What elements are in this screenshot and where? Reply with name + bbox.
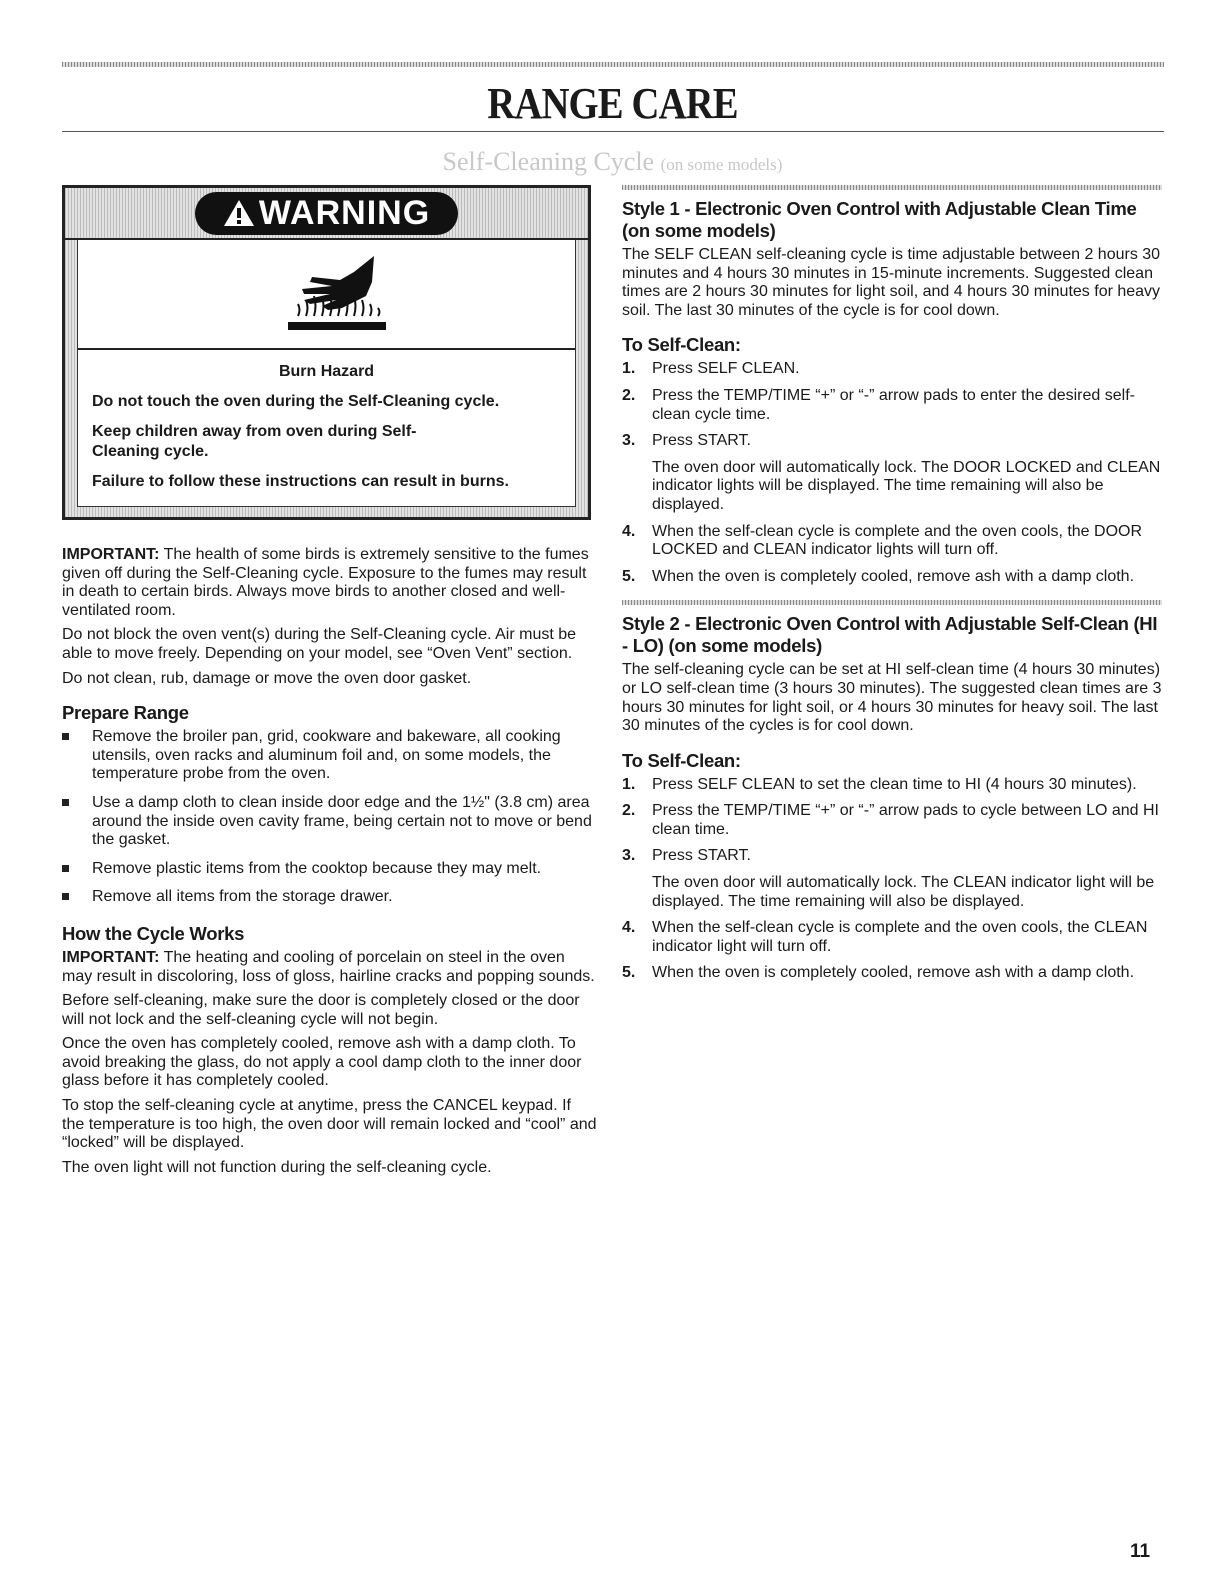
bullet-icon xyxy=(62,799,69,806)
gasket-paragraph: Do not clean, rub, damage or move the oven door gasket. xyxy=(62,669,472,687)
step-number: 5. xyxy=(622,964,636,982)
style1-rule xyxy=(622,185,1162,190)
step-number: 4. xyxy=(622,919,636,937)
style1-steps xyxy=(622,360,1162,586)
step-item xyxy=(622,776,1162,795)
step-number: 2. xyxy=(622,802,636,820)
step-text: When the self-clean cycle is complete and the oven cools, the DOOR LOCKED and CLEAN indicator lights will turn off. xyxy=(652,522,1143,559)
style2-subheading: To Self-Clean: xyxy=(622,749,741,771)
style2-heading: Style 2 - Electronic Oven Control with Adjustable Self-Clean (HI - LO) (on some models) xyxy=(622,613,1158,657)
step-item xyxy=(622,919,1162,956)
list-item xyxy=(62,860,597,879)
step-item xyxy=(622,568,1162,587)
step-item xyxy=(622,964,1162,983)
step-text: Press the TEMP/TIME “+” or “-” arrow pads to enter the desired self-clean cycle time. xyxy=(652,386,1135,423)
vent-paragraph: Do not block the oven vent(s) during the Self-Cleaning cycle. Air must be able to move freely. Depending on your model, see “Oven Vent” section. xyxy=(62,626,577,662)
step-text: When the oven is completely cooled, remove ash with a damp cloth. xyxy=(652,964,1135,982)
cancel-paragraph: To stop the self-cleaning cycle at anytime, press the CANCEL keypad. If the temperature is too high, the oven door will remain locked and “cool” and “locked” will be displayed. xyxy=(62,1097,597,1152)
burn-pictogram xyxy=(78,240,575,350)
step-subtext: The oven door will automatically lock. The CLEAN indicator light will be displayed. The time remaining will also be displayed. xyxy=(652,874,1155,910)
style1-heading: Style 1 - Electronic Oven Control with Adjustable Clean Time (on some models) xyxy=(622,198,1137,241)
important-porcelain-paragraph xyxy=(62,949,597,986)
right-column xyxy=(622,185,1162,991)
warning-content xyxy=(77,240,576,507)
warning-line: Keep children away from oven during Self-Cleaning cycle. xyxy=(92,423,417,460)
step-number: 1. xyxy=(622,360,636,378)
step-text: When the self-clean cycle is complete and the oven cools, the CLEAN indicator light will turn off. xyxy=(652,919,1148,955)
page-number: 11 xyxy=(1130,1541,1151,1562)
step-number: 4. xyxy=(622,522,636,540)
section-subtitle: (on some models) xyxy=(660,155,783,174)
top-rule xyxy=(62,62,1164,67)
list-item xyxy=(62,888,597,907)
style1-subheading: To Self-Clean: xyxy=(622,334,741,356)
list-item-text: Remove plastic items from the cooktop because they may melt. xyxy=(92,859,542,877)
style2-rule xyxy=(622,600,1162,605)
bullet-icon xyxy=(62,865,69,872)
step-number: 3. xyxy=(622,847,636,865)
hazard-title: Burn Hazard xyxy=(278,363,375,380)
important-birds-paragraph xyxy=(62,546,597,620)
page-title: RANGE CARE xyxy=(487,79,738,128)
door-closed-paragraph: Before self-cleaning, make sure the door is completely closed or the door will not lock and the self-cleaning cycle will not begin. xyxy=(62,992,580,1028)
step-subtext: The oven door will automatically lock. The DOOR LOCKED and CLEAN indicator lights will be displayed. The time remaining will also be displayed. xyxy=(652,458,1161,513)
bullet-icon xyxy=(62,733,69,740)
step-item xyxy=(622,360,1162,379)
bullet-icon xyxy=(62,893,69,900)
warning-triangle-icon xyxy=(223,199,255,227)
step-item xyxy=(622,523,1162,560)
step-number: 2. xyxy=(622,386,636,404)
step-item xyxy=(622,387,1162,424)
paragraph-text: The health of some birds is extremely sensitive to the fumes given off during the Self-Cleaning cycle. Exposure to the fumes may result in death to certain birds. Always move birds to another closed and well-ventilated room. xyxy=(62,546,589,619)
list-item-text: Use a damp cloth to clean inside door edge and the 1½" (3.8 cm) area around the inside oven cavity frame, being certain not to move or bend the gasket. xyxy=(92,793,592,849)
style2-steps xyxy=(622,776,1162,983)
warning-badge xyxy=(195,192,458,235)
left-column xyxy=(62,185,597,1183)
list-item xyxy=(62,794,597,850)
warning-text xyxy=(78,350,575,506)
step-text: Press SELF CLEAN. xyxy=(652,360,800,378)
title-divider xyxy=(62,131,1164,132)
warning-label: WARNING xyxy=(258,193,431,232)
step-item xyxy=(622,847,1162,911)
prepare-range-list xyxy=(62,728,597,907)
step-text: Press START. xyxy=(652,847,751,865)
warning-line: Do not touch the oven during the Self-Cleaning cycle. xyxy=(92,393,500,410)
section-title: Self-Cleaning Cycle xyxy=(442,147,655,176)
list-item xyxy=(62,728,597,784)
step-item xyxy=(622,432,1162,514)
important-label: IMPORTANT: xyxy=(62,546,160,563)
step-number: 1. xyxy=(622,775,636,793)
paragraph-text: The heating and cooling of porcelain on steel in the oven may result in discoloring, loss of gloss, hairline cracks and popping sounds. xyxy=(62,948,595,985)
warning-box xyxy=(62,185,591,520)
cycle-works-heading: How the Cycle Works xyxy=(62,922,245,944)
step-text: Press START. xyxy=(652,432,751,450)
list-item-text: Remove all items from the storage drawer. xyxy=(92,888,393,906)
oven-light-paragraph: The oven light will not function during the self-cleaning cycle. xyxy=(62,1158,492,1176)
step-text: Press the TEMP/TIME “+” or “-” arrow pads to cycle between LO and HI clean time. xyxy=(652,802,1159,838)
prepare-range-heading: Prepare Range xyxy=(62,702,189,724)
step-number: 5. xyxy=(622,567,636,585)
section-heading xyxy=(0,147,1225,177)
step-number: 3. xyxy=(622,432,636,450)
step-text: When the oven is completely cooled, remove ash with a damp cloth. xyxy=(652,567,1135,585)
style1-intro: The SELF CLEAN self-cleaning cycle is time adjustable between 2 hours 30 minutes and 4 hours 30 minutes in 15-minute increments. Suggested clean times are 2 hours 30 minutes for light soil, and 4 hours 30 minutes for heavy soil. The last 30 minutes of the cycle is for cool down. xyxy=(622,246,1161,319)
warning-header xyxy=(65,188,588,240)
style2-intro: The self-cleaning cycle can be set at HI self-clean time (4 hours 30 minutes) or LO self-clean time (3 hours 30 minutes). The suggested clean times are 3 hours 30 minutes for light soil, or 4 hours 30 minutes for heavy soil. The last 30 minutes of the cycles is for cool down. xyxy=(622,661,1162,735)
hot-surface-hand-icon xyxy=(282,252,392,334)
list-item-text: Remove the broiler pan, grid, cookware and bakeware, all cooking utensils, oven racks and aluminum foil and, on some models, the temperature probe from the oven. xyxy=(92,728,561,783)
remove-ash-paragraph: Once the oven has completely cooled, remove ash with a damp cloth. To avoid breaking the glass, do not apply a cool damp cloth to the inner door glass before it has completely cooled. xyxy=(62,1035,582,1090)
important-label: IMPORTANT: xyxy=(62,948,160,966)
step-item xyxy=(622,802,1162,839)
warning-line: Failure to follow these instructions can result in burns. xyxy=(92,473,509,490)
step-text: Press SELF CLEAN to set the clean time to HI (4 hours 30 minutes). xyxy=(652,775,1137,793)
